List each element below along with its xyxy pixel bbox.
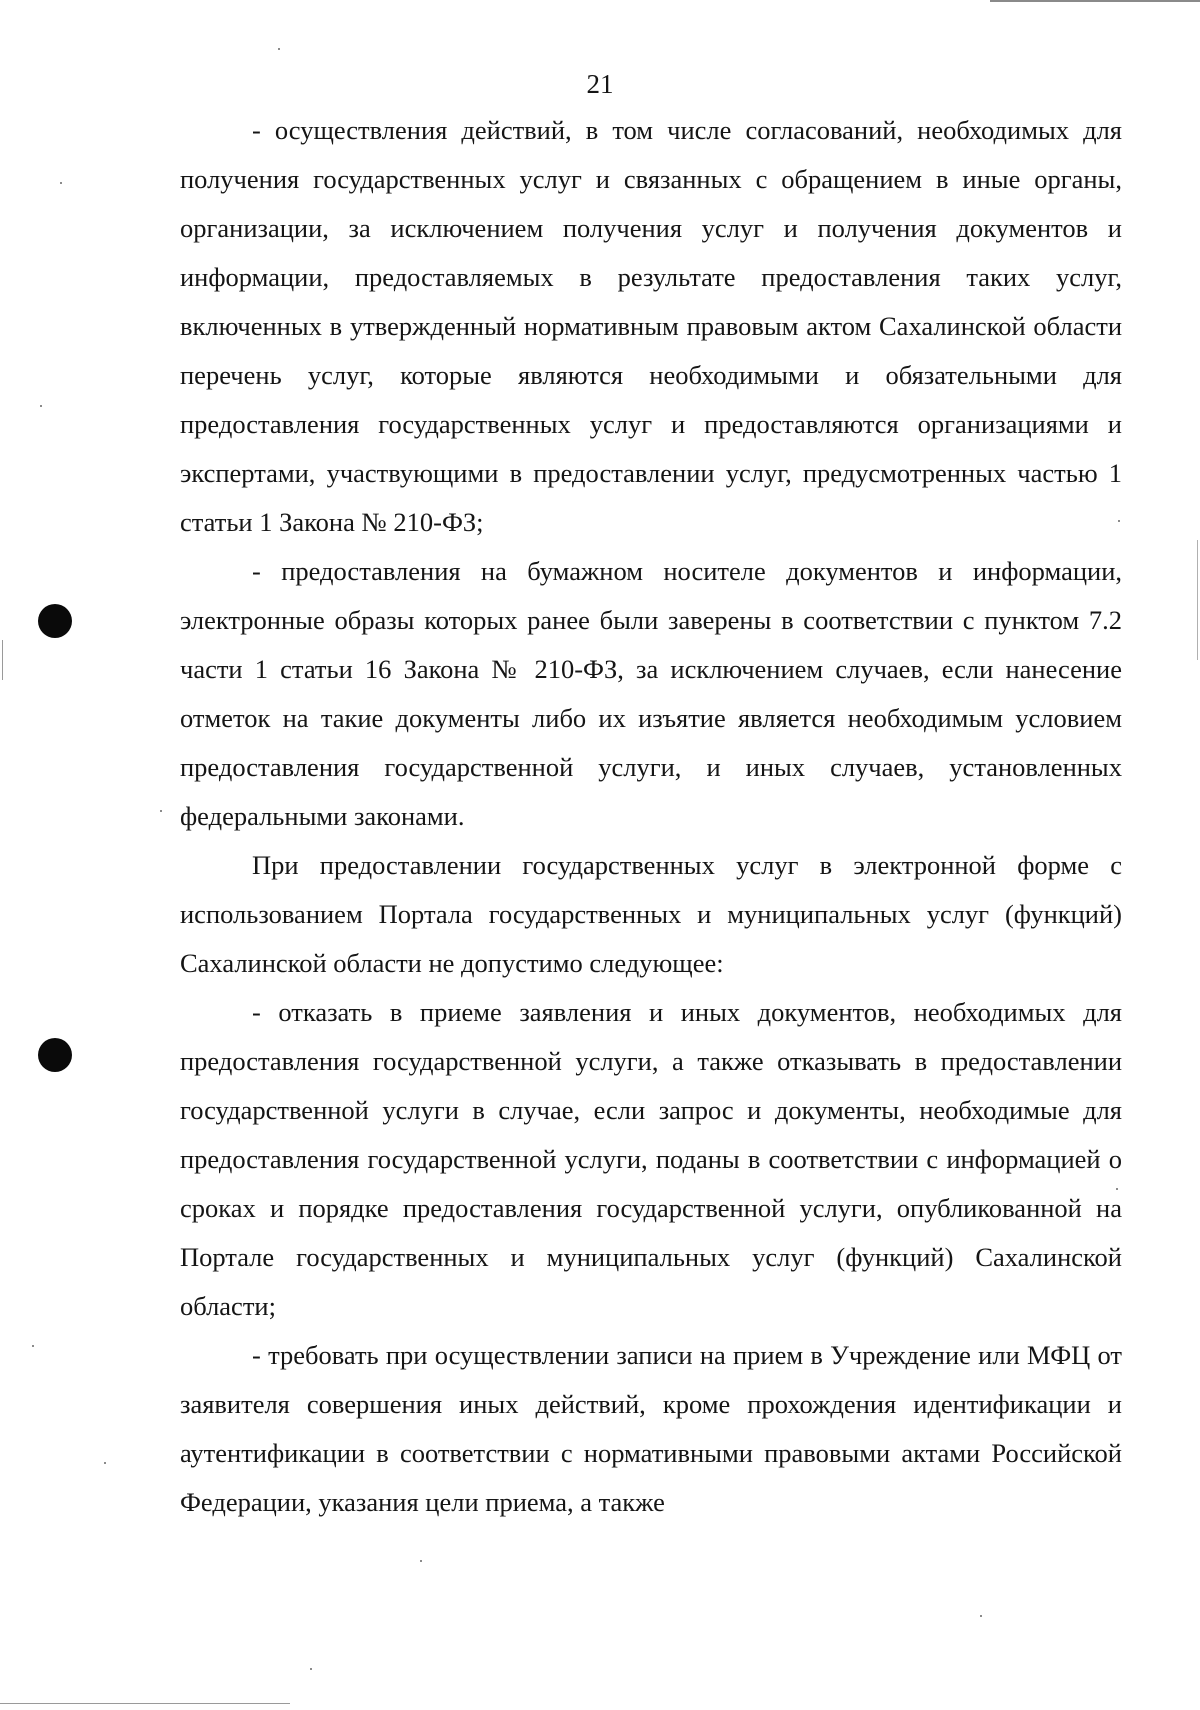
scan-speck (40, 405, 42, 407)
punch-hole-lower (38, 1038, 72, 1072)
paragraph-appointment-requirements: - требовать при осуществлении записи на прием в Учреждение или МФЦ от заявителя совершения иных действий, кроме прохождения идентификации и аутентификации в соответствии с нормативными правовыми актами Российской Федерации, указания цели приема, а также (180, 1340, 1122, 1517)
paragraph-approvals-exclusion: - осуществления действий, в том числе согласований, необходимых для получения государственных услуг и связанных с обращением в иные органы, организации, за исключением получения услуг и получения документов и информации, предоставляемых в результате предоставления таких услуг, включенных в утвержденный нормативным правовым актом Сахалинской области перечень услуг, которые являются необходимыми и обязательными для предоставления государственных услуг и предоставляются организациями и экспертами, участвующими в предоставлении услуг, предусмотренных частью 1 статьи 1 Закона № 210-ФЗ; (180, 115, 1122, 537)
paragraph-refusal-prohibition: - отказать в приеме заявления и иных документов, необходимых для предоставления государственной услуги, а также отказывать в предоставлении государственной услуги в случае, если запрос и документы, необходимые для предоставления государственной услуги, поданы в соответствии с информацией о сроках и порядке предоставления государственной услуги, опубликованной на Портале государственных и муниципальных услуг (функций) Сахалинской области; (180, 997, 1122, 1321)
scan-speck (980, 1615, 982, 1617)
scan-speck (310, 1668, 312, 1670)
scan-edge-right (1197, 540, 1198, 660)
scan-speck (104, 1462, 106, 1464)
paragraph-electronic-services-intro: При предоставлении государственных услуг в электронной форме с использованием Портала государственных и муниципальных услуг (функций) Сахалинской области не допустимо следующее: (180, 850, 1122, 978)
scan-speck (420, 1560, 422, 1562)
scan-speck (278, 48, 280, 50)
document-body (180, 106, 1122, 1527)
scan-edge-left (2, 640, 3, 680)
paragraph-paper-documents: - предоставления на бумажном носителе документов и информации, электронные образы которых ранее были заверены в соответствии с пунктом 7.2 части 1 статьи 16 Закона № 210-ФЗ, за исключением случаев, если нанесение отметок на такие документы либо их изъятие является необходимым условием предоставления государственной услуги, и иных случаев, установленных федеральными законами. (180, 556, 1122, 831)
punch-hole-upper (38, 604, 72, 638)
scan-speck (32, 1345, 34, 1347)
scan-speck (60, 182, 62, 184)
scan-edge-bottom (0, 1703, 290, 1704)
scan-speck (160, 810, 162, 812)
page-number: 21 (586, 69, 614, 99)
scan-edge-top (990, 0, 1200, 2)
